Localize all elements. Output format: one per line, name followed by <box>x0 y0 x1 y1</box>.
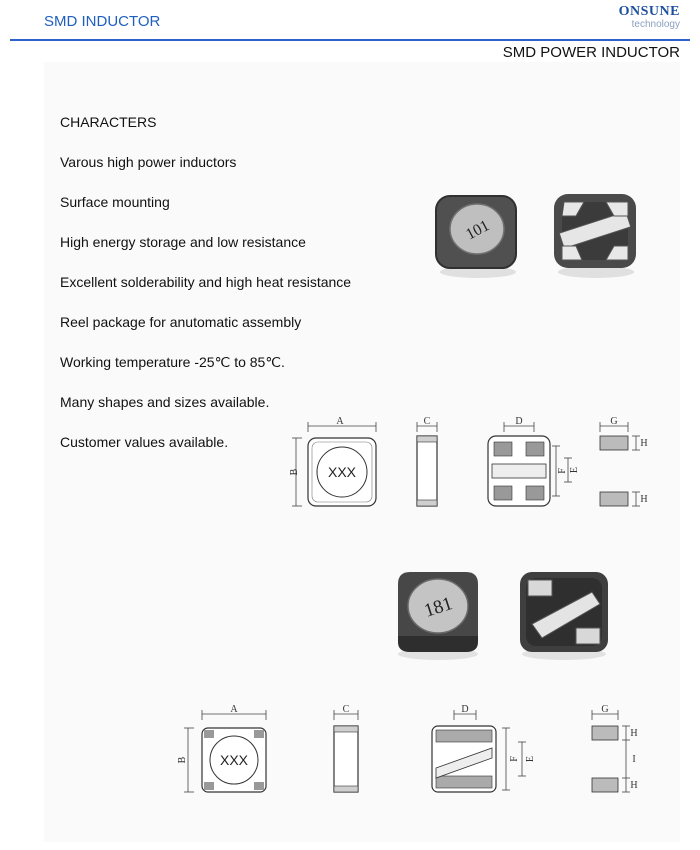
feature-item: Excellent solderability and high heat resistance <box>60 274 352 290</box>
feature-item: Customer values available. <box>60 434 229 450</box>
brand-name: ONSUNE <box>618 4 680 19</box>
drawing-two-marking: XXX <box>219 752 249 768</box>
feature-item: Surface mounting <box>60 194 170 210</box>
feature-item: Reel package for anutomatic assembly <box>60 314 302 330</box>
inductor-photo-top-2 <box>388 562 488 662</box>
dim-label-h: H <box>630 728 638 739</box>
dim-label-d: D <box>515 416 523 427</box>
drawing-one-marking: XXX <box>327 464 357 480</box>
dim-label-e: E <box>525 755 536 763</box>
dim-label-g: G <box>601 704 609 715</box>
dim-label-e: E <box>569 466 580 474</box>
dim-label-a: A <box>230 704 238 715</box>
drawing-two-front-view <box>168 702 278 802</box>
dim-label-g: G <box>610 416 618 427</box>
feature-item: High energy storage and low resistance <box>60 234 306 250</box>
dim-label-b: B <box>289 468 300 476</box>
feature-item: Working temperature -25℃ to 85℃. <box>60 354 285 370</box>
feature-item: Many shapes and sizes available. <box>60 394 270 410</box>
inductor-photo-top <box>430 188 525 283</box>
drawing-two-pad-layout <box>586 702 648 802</box>
dim-label-h: H <box>640 494 648 505</box>
dim-label-c: C <box>423 416 431 427</box>
dim-label-c: C <box>342 704 350 715</box>
dim-label-i: I <box>632 754 636 765</box>
inductor-photo-bottom-2 <box>512 562 617 662</box>
drawing-two-bottom-view <box>428 702 538 802</box>
brand-tagline: technology <box>631 19 680 30</box>
inductor-marking-101: 101 <box>463 217 493 244</box>
drawing-one-front-view <box>288 418 388 518</box>
inductor-photo-bottom <box>548 188 643 283</box>
brand-logo <box>619 4 680 30</box>
inductor-marking-181: 181 <box>421 593 456 622</box>
dim-label-h: H <box>640 438 648 449</box>
dim-label-f: F <box>557 468 568 474</box>
header-title: SMD INDUCTOR <box>44 13 161 30</box>
dim-label-d: D <box>461 704 469 715</box>
characters-heading: CHARACTERS <box>60 114 157 130</box>
dim-label-h: H <box>630 780 638 791</box>
feature-item: Varous high power inductors <box>60 154 237 170</box>
dim-label-a: A <box>336 416 344 427</box>
drawing-one-side-view <box>412 418 442 518</box>
page-subtitle: SMD POWER INDUCTOR <box>502 44 680 61</box>
drawing-one-pad-layout <box>594 418 654 518</box>
drawing-two-side-view <box>328 702 368 802</box>
dim-label-f: F <box>509 756 520 762</box>
dim-label-b: B <box>177 756 188 764</box>
header-divider <box>10 39 690 41</box>
drawing-one-bottom-view <box>482 416 580 518</box>
